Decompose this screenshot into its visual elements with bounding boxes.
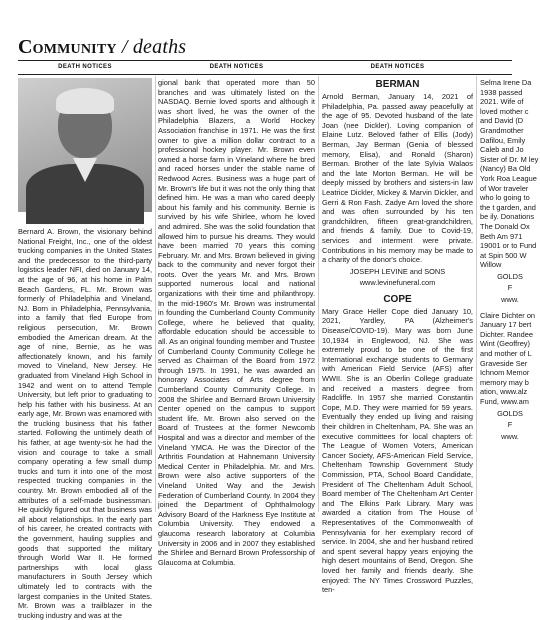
section-header	[18, 36, 186, 58]
portrait-photo	[18, 78, 152, 212]
header-rule	[18, 60, 512, 61]
notice-name-cope: COPE	[383, 293, 412, 305]
column-header-rule	[18, 74, 512, 75]
notice-text-berman: Arnold Berman, January 14, 2021 of Philadelphia, Pa. passed away peacefully at the age of 95. Devoted husband of the late Joan (nee Dickler). Loving companion of Elaine Lutz. Beloved father of Ellis (Jody) Berman, Jay Berman (Genia of blessed memory, Elisa), and Ronald (Sharon) Berman. Brother of the late Sylvia Walaos and the late Morton Berman. He will be deeply missed by brothers and sisters-in law Leatrice Dickler, Mickey & Marvin Dickler, and Gerri & Ron Fash. Zadye Arn loved the shore and was often surrounded by his ten grandchildren, fifteen great-grandchildren, and friends & family. Due to Covid-19, services and interment were private. Contributions in his memory may be made to a charity of the donor's choice.	[322, 92, 473, 265]
notice-name-berman: BERMAN	[375, 79, 420, 90]
column-divider	[318, 76, 319, 512]
funeral-home-berman: JOSEPH LEVINE and SONS	[349, 266, 446, 276]
funeral-home-selma: GOLDS	[497, 271, 523, 281]
notice-column-2	[158, 78, 315, 567]
funeral-initial-selma: F	[507, 283, 513, 293]
column-header-2: DEATH NOTICES	[209, 64, 264, 70]
funeral-home-claire: GOLDS	[497, 408, 523, 418]
column-divider	[155, 76, 156, 512]
column-header-1: DEATH NOTICES	[58, 64, 112, 70]
funeral-website-berman[interactable]: www.levinefuneral.com	[359, 278, 436, 288]
funeral-website-claire[interactable]: www.	[501, 431, 519, 441]
section-title-sub: deaths	[132, 36, 187, 58]
funeral-initial-claire: F	[507, 420, 513, 430]
notice-column-4	[480, 78, 540, 512]
notice-text-claire: Claire Dichter on January 17 bert Dichter. Randee Wint (Geoffrey) and mother of L Graveside Ser Ichnom Memor memory may b ation, www.alz Fund, www.am	[480, 310, 536, 406]
notice-text-cope: Mary Grace Heller Cope died January 10, 2021, Yardley, PA (Alzheimer's Disease/COVID-19). Mary was born June 10,1934 in Englewood, NJ. She was extremely proud to be one of the first International exchange students to Germany with American Field Service (AFS) after WWII. She is an Oberlin College graduate and received a masters degree from Radcliffe. In 1957 she married Constantin Cope, M.D. They were married for 59 years. Eventually they ended up living and raising their children in Cheltenham, PA. She was an executive committees for local chapters of: The League of Women Voters, American Cancer Society, AFS-American Field Service, Cheltenham Township Government Study Commission, PTA, School Board Candidate, President of The Cheltenham Adult School, Board member of The Cheltenham Art Center and The Elkins Park Library. Mary was awarded a citation from The House of Representatives of the Commonwealth of Pennsylvania for her exemplary record of service. In 2004, she and her husband retired and spent several happy years enjoying the high desert mountains of Bend, Oregon. She loved her family and friends dearly. She enjoyed: The NY Times Crossword Puzzles, ten-	[322, 306, 473, 595]
column-header-3: DEATH NOTICES	[370, 64, 425, 70]
notice-column-1	[18, 78, 152, 620]
section-title-main: Community	[18, 36, 117, 58]
notice-text-brown-continued: gional bank that operated more than 50 branches and was ultimately listed on the NASDAQ. Bernie loved sports and although it was short lived, he was the owner of the Philadelphia Blazers, a World Hockey Association franchise in 1971. He was the first owner to give a million dollar contract to a professional hockey player. Mr. Brown even owned a horse farm in Vineland where he bred and raced horses under the stable name of Redwood Acres. Business was a huge part of Mr. Brown's life but it was not the only thing that defined him. He was a man who cared deeply about his family and his community. Bernie is survived by his wife Shirlee, whom he loved and admired. She was the solid foundation that allowed him to pursue his dreams. They would have been married 70 years this coming February. Mr. and Mrs. Brown believed in giving back to the community and never forgot their roots. Over the years Mr. and Mrs. Brown supported numerous local and national organizations with their time and philanthropy. In the mid-1960's Mr. Brown was instrumental in founding the Cumberland County Community College, where he believed that quality, affordable education should be accessible to all. As an original founding member and Trustee of Cumberland County Community College he served as Chairman of the Board from 1972 through 1975. In 1991, he was awarded an honorary Associates of Arts degree from Cumberland County Community College. In 2008 the Shirlee and Bernard Brown University Center opened on the campus to support student life. Mr. Brown also served on the Board of Trustees at the former Newcomb Hospital and was a director and member of the Vineland YMCA. He was the Director of the Arthritis Foundation at Hahnemann University Medical Center in Philadelphia. Mr. and Mrs. Brown were also active supporters of the Vineland United Way and the Jewish Federation of Cumberland County. In 2004 they joined the Department of Ophthalmology Advisory Board of the Harkness Eye Institute at Columbia University. They endowed a glaucoma research laboratory at Columbia University in 2006 and in 2007 they established the Shirlee and Bernard Brown Professorship of Glaucoma at Columbia.	[158, 78, 315, 567]
notice-column-3	[322, 78, 473, 595]
funeral-website-selma[interactable]: www.	[501, 295, 519, 305]
notice-text-selma: Selma Irene Da 1938 passed 2021. Wife of loved mother c and David (D Grandmother Dafilou, Emily Caleb and Jo Sister of Dr. M ley (Nancy) Ba Old York Roa League of Wor traveler who lo going to the t garden, and be ily. Donations The Donald Ox Beth Am 971 19001 or to Fund at Spin 500 W Willow	[480, 78, 539, 270]
portrait-hair	[56, 88, 114, 114]
column-header-row	[18, 62, 512, 73]
notice-text-brown: Bernard A. Brown, the visionary behind National Freight, Inc., one of the oldest trucking companies in the United States and the predecessor to the third-party logistics leader NFI, died on January 14, at the age of 96, at his home in Palm Beach Gardens, FL. Mr. Brown was formerly of Philadelphia and Vineland, NJ. Born in Philadelphia, Pennsylvania, into a family that fled Europe from religious persecution, Mr. Brown embodied the American dream. At the age of nine, Bernie, as he was affectionately known, and his family moved to Vineland, New Jersey. He graduated from Vineland High School in 1942 and went on to attend Temple University, but left prior to graduating to help his father with his business. At an early age, Mr. Brown was enamored with the trucking business that his father started. Following the untimely death of his father, at age twenty-six he had the vision and courage to take a small company operating a few small dump trucks and turn it into one of the most respected trucking companies in the country. Mr. Brown embodied all of the attributes of a self-made businessman. He quickly figured out that business was all about relationships. In the early part of his career, he created contracts with the government, hauling supplies and goods that supported the military through World War II. He formed partnerships with local glass manufacturers in South Jersey which ultimately led to contracts with the largest companies in the United States. Mr. Brown was a trailblazer in the trucking industry and was at the	[18, 227, 152, 620]
section-title-slash: /	[121, 36, 128, 58]
column-divider	[476, 76, 477, 512]
